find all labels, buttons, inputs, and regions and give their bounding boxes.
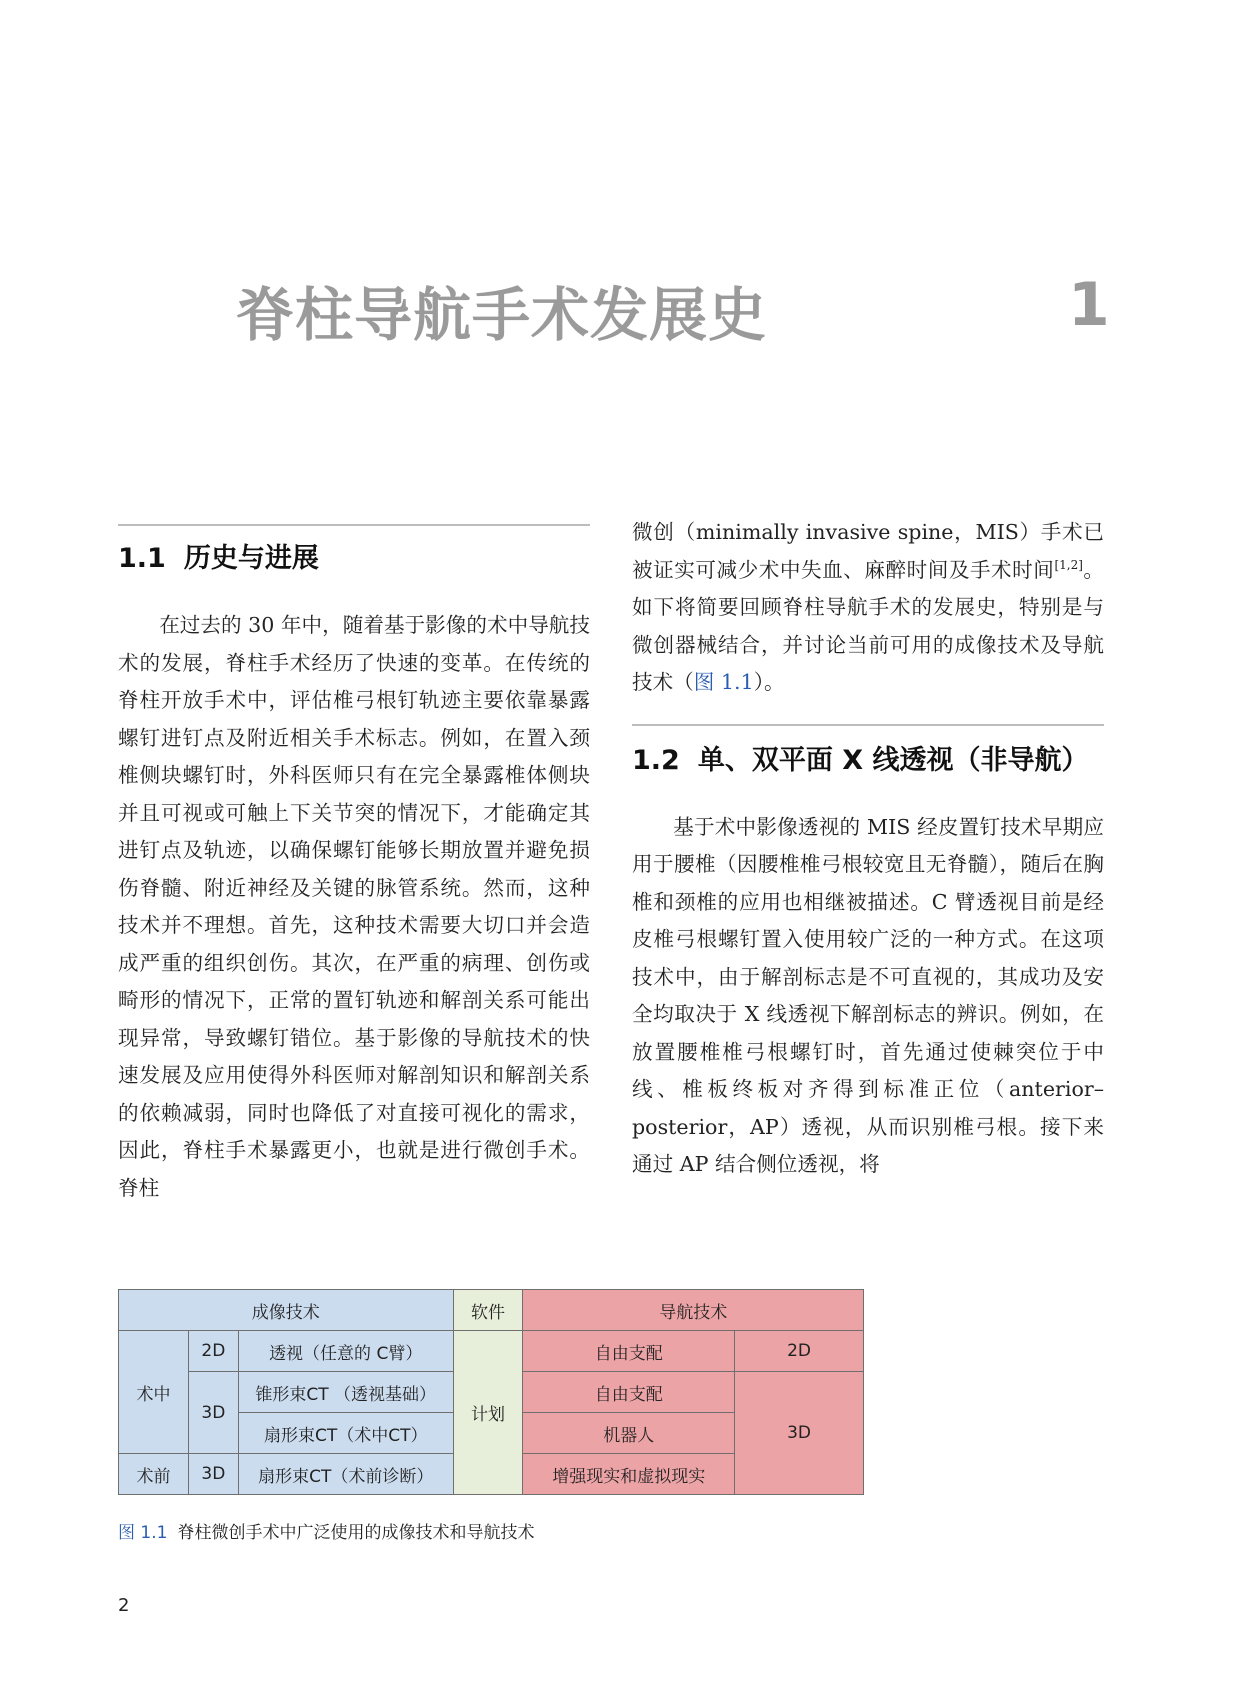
chapter-number: 1 xyxy=(1068,270,1110,340)
citation: [1,2] xyxy=(1054,557,1083,572)
cell-intraop: 术中 xyxy=(119,1331,189,1454)
section-divider xyxy=(632,724,1104,726)
cell-cbct: 锥形束CT （透视基础） xyxy=(238,1372,453,1413)
figure-reference-link[interactable]: 图 1.1 xyxy=(693,670,754,694)
right-column xyxy=(632,520,1105,1184)
cell-nav-3d: 3D xyxy=(735,1372,864,1495)
cell-ar-vr: 增强现实和虚拟现实 xyxy=(523,1454,735,1495)
header-navigation: 导航技术 xyxy=(523,1290,864,1331)
cell-plan: 计划 xyxy=(453,1331,523,1495)
page-number: 2 xyxy=(118,1595,130,1616)
section-1-1-paragraph: 在过去的 30 年中，随着基于影像的术中导航技术的发展，脊柱手术经历了快速的变革。在传统的脊柱开放手术中，评估椎弓根钉轨迹主要依靠暴露螺钉进钉点及附近相关手术标志。例如，在置入颈椎侧块螺钉时，外科医师只有在完全暴露椎体侧块并且可视或可触上下关节突的情况下，才能确定其进钉点及轨迹，以确保螺钉能够长期放置并避免损伤脊髓、附近神经及关键的脉管系统。然而，这种技术并不理想。首先，这种技术需要大切口并会造成严重的组织创伤。其次，在严重的病理、创伤或畸形的情况下，正常的置钉轨迹和解剖关系可能出现异常，导致螺钉错位。基于影像的导航技术的快速发展及应用使得外科医师对解剖知识和解剖关系的依赖减弱，同时也降低了对直接可视化的需求，因此，脊柱手术暴露更小，也就是进行微创手术。脊柱 xyxy=(118,613,590,1200)
cell-preop: 术前 xyxy=(119,1454,189,1495)
section-1-1-continuation xyxy=(632,514,1104,702)
section-1-2-paragraph: 基于术中影像透视的 MIS 经皮置钉技术早期应用于腰椎（因腰椎椎弓根较宽且无脊髓），随后在胸椎和颈椎的应用也相继被描述。C 臂透视目前是经皮椎弓根螺钉置入使用较广泛的一种方式。在这项技术中，由于解剖标志是不可直视的，其成功及安全均取决于 X 线透视下解剖标志的辨识。例如，在放置腰椎椎弓根螺钉时，首先通过使棘突位于中线、椎板终板对齐得到标准正位（anterior–posterior，AP）透视，从而识别椎弓根。接下来通过 AP 结合侧位透视，将 xyxy=(632,814,1104,1176)
cell-nav-2d: 2D xyxy=(735,1331,864,1372)
section-number: 1.2 xyxy=(632,744,680,776)
cell-3d: 3D xyxy=(188,1454,238,1495)
cell-3d: 3D xyxy=(188,1372,238,1454)
figure-1-1-table xyxy=(118,1289,864,1495)
section-title: 单、双平面 X 线透视（非导航） xyxy=(697,744,1089,776)
figure-label: 图 1.1 xyxy=(118,1523,168,1543)
section-heading-1-1 xyxy=(118,536,590,575)
continuation-text: 。如下将简要回顾脊柱导航手术的发展史，特别是与微创器械结合，并讨论当前可用的成像技术及导航技术（ xyxy=(632,557,1105,694)
table-header-row xyxy=(119,1290,864,1331)
header-imaging: 成像技术 xyxy=(119,1290,454,1331)
cell-freehand: 自由支配 xyxy=(523,1372,735,1413)
section-divider xyxy=(118,524,590,526)
section-title: 历史与进展 xyxy=(183,543,319,574)
cell-2d: 2D xyxy=(188,1331,238,1372)
cell-fbct-intra: 扇形束CT（术中CT） xyxy=(238,1413,453,1454)
continuation-text: ）。 xyxy=(753,670,785,694)
table-row xyxy=(119,1331,864,1372)
header-software: 软件 xyxy=(453,1290,523,1331)
chapter-title: 脊柱导航手术发展史 xyxy=(236,281,768,349)
cell-freehand: 自由支配 xyxy=(523,1331,735,1372)
section-number: 1.1 xyxy=(118,543,166,574)
figure-caption xyxy=(118,1518,534,1543)
continuation-text: 微创（minimally invasive spine，MIS）手术已被证实可减少术中失血、麻醉时间及手术时间 xyxy=(632,520,1104,582)
cell-fluoro: 透视（任意的 C臂） xyxy=(238,1331,453,1372)
figure-caption-text: 脊柱微创手术中广泛使用的成像技术和导航技术 xyxy=(177,1523,535,1543)
left-column xyxy=(118,524,590,1207)
cell-robot: 机器人 xyxy=(523,1413,735,1454)
section-heading-1-2 xyxy=(632,738,1104,777)
cell-fbct-pre: 扇形束CT（术前诊断） xyxy=(238,1454,453,1495)
